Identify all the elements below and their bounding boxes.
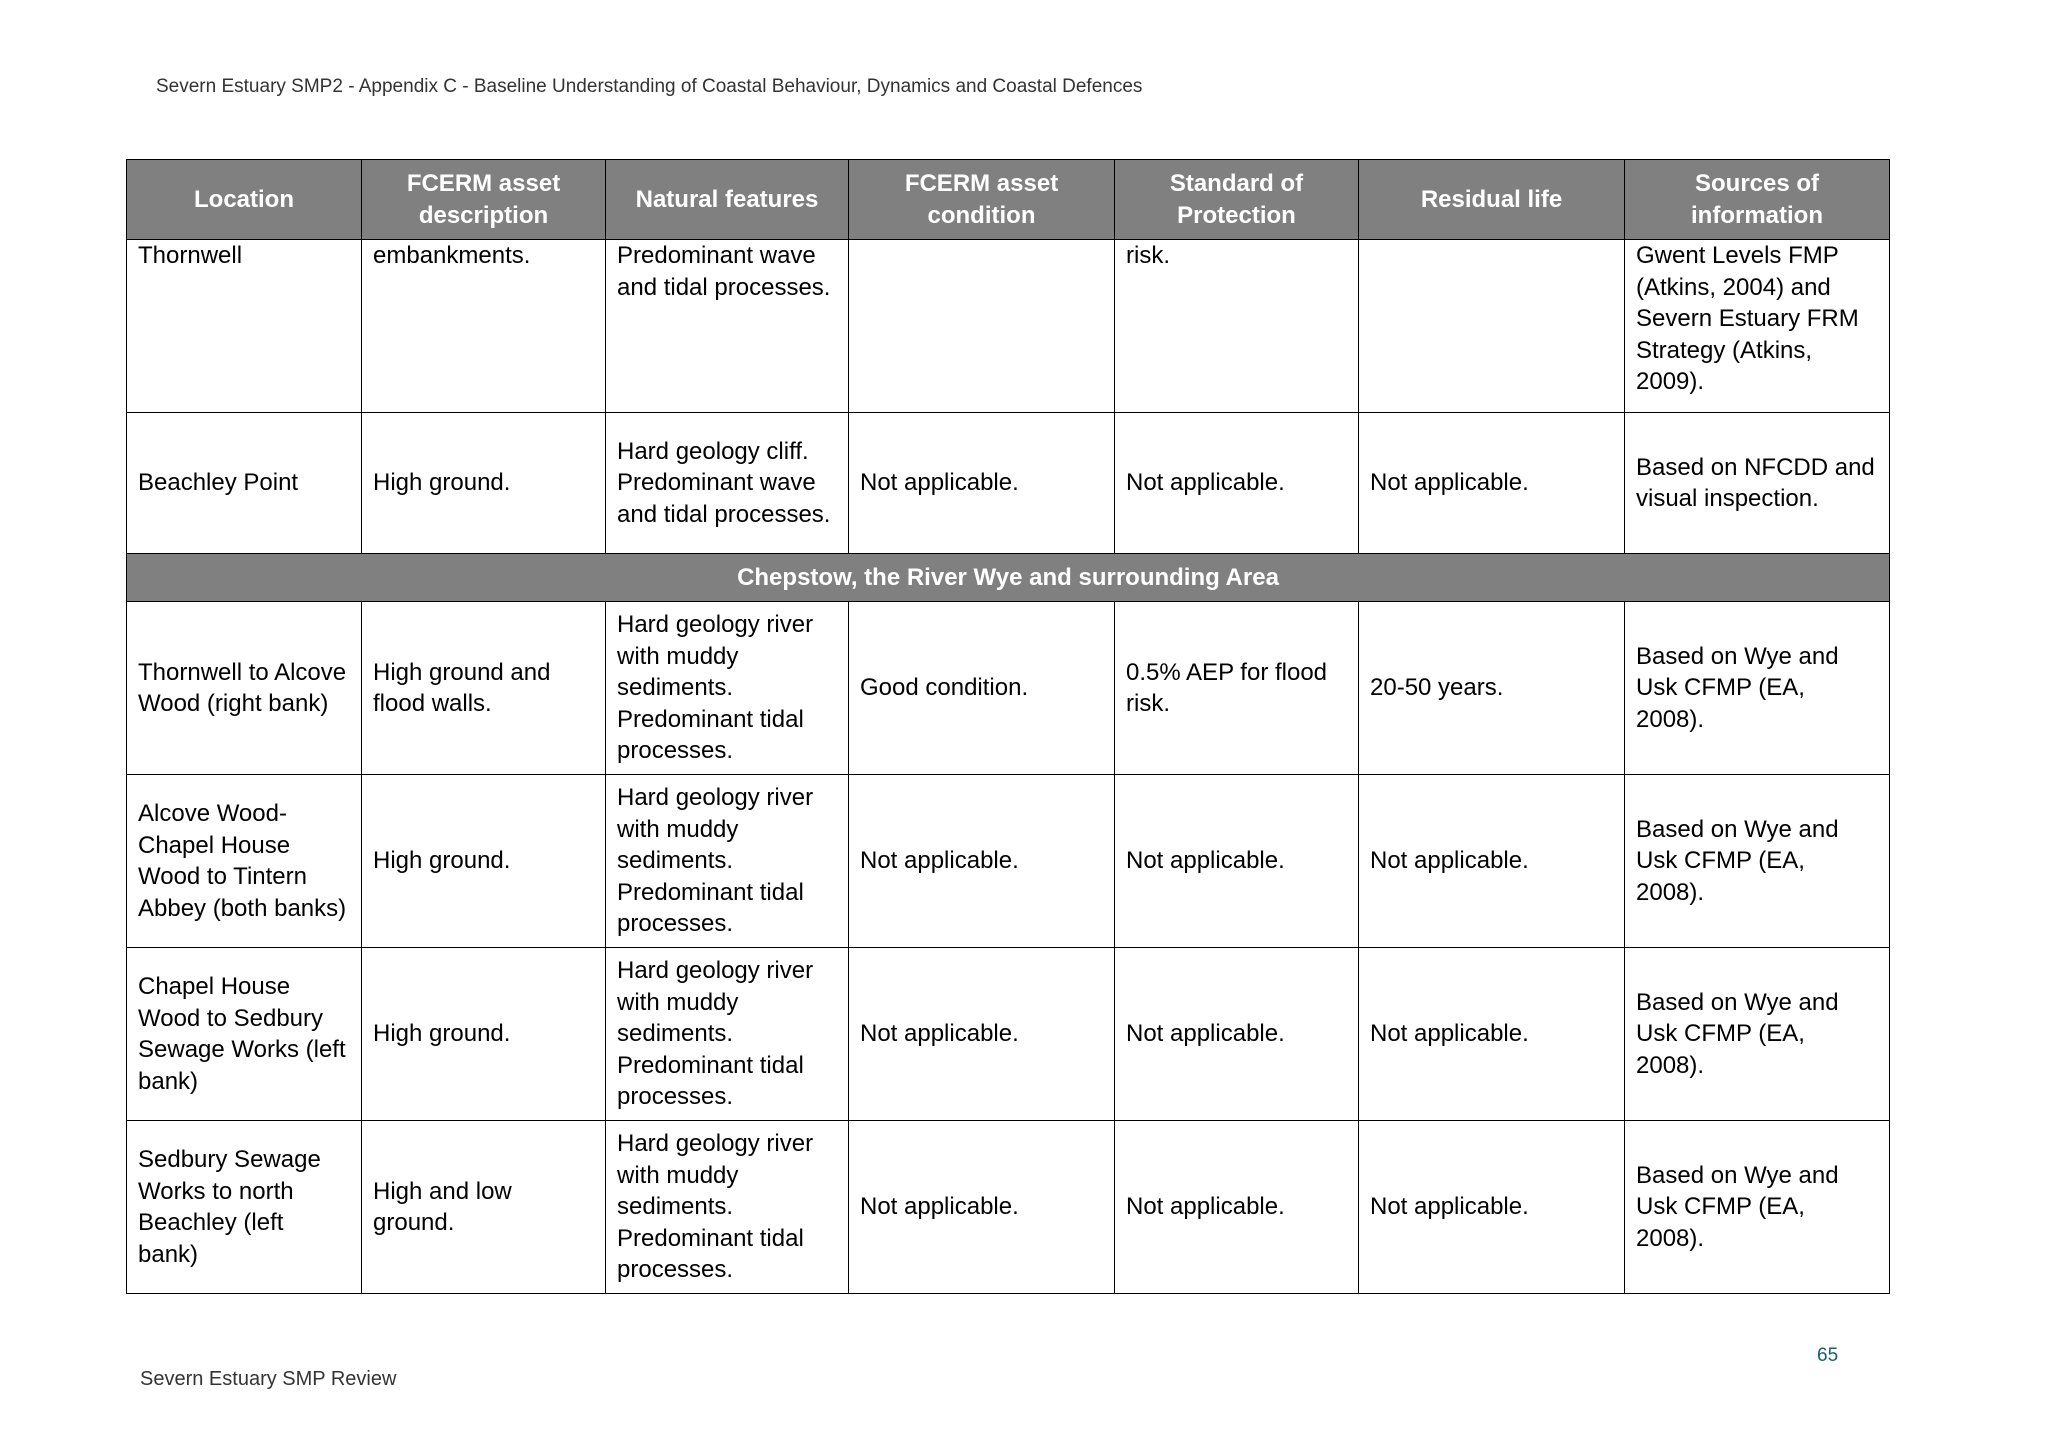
page-number: 65 — [1817, 1345, 1839, 1366]
cell-asset-condition: Not applicable. — [849, 948, 1115, 1121]
cell-residual-life: Not applicable. — [1359, 775, 1625, 948]
section-title: Chepstow, the River Wye and surrounding Area — [127, 554, 1890, 602]
cell-natural-features: Predominant wave and tidal processes. — [606, 240, 849, 413]
cell-asset-description: High ground. — [362, 948, 606, 1121]
cell-sources: Based on NFCDD and visual inspection. — [1625, 413, 1890, 554]
cell-residual-life — [1359, 240, 1625, 413]
table-row — [127, 948, 1890, 1121]
column-header-standard-of-protection: Standard of Protection — [1115, 160, 1359, 240]
cell-residual-life: 20-50 years. — [1359, 602, 1625, 775]
cell-standard-of-protection: 0.5% AEP for flood risk. — [1115, 602, 1359, 775]
cell-asset-condition: Good condition. — [849, 602, 1115, 775]
cell-sources: Based on Wye and Usk CFMP (EA, 2008). — [1625, 775, 1890, 948]
cell-location: Chapel House Wood to Sedbury Sewage Works (left bank) — [127, 948, 362, 1121]
cell-asset-description: High ground and flood walls. — [362, 602, 606, 775]
cell-residual-life: Not applicable. — [1359, 948, 1625, 1121]
column-header-sources: Sources of information — [1625, 160, 1890, 240]
cell-asset-condition: Not applicable. — [849, 775, 1115, 948]
cell-location: Thornwell — [127, 240, 362, 413]
table-row — [127, 602, 1890, 775]
table-row — [127, 1121, 1890, 1294]
cell-asset-condition: Not applicable. — [849, 413, 1115, 554]
cell-asset-description: High and low ground. — [362, 1121, 606, 1294]
section-header-row — [127, 554, 1890, 602]
column-header-natural-features: Natural features — [606, 160, 849, 240]
cell-standard-of-protection: Not applicable. — [1115, 775, 1359, 948]
table-row — [127, 240, 1890, 413]
table-row — [127, 775, 1890, 948]
table-header-row — [127, 160, 1890, 240]
column-header-location: Location — [127, 160, 362, 240]
cell-standard-of-protection: Not applicable. — [1115, 1121, 1359, 1294]
cell-sources: Gwent Levels FMP (Atkins, 2004) and Severn Estuary FRM Strategy (Atkins, 2009). — [1625, 240, 1890, 413]
cell-sources: Based on Wye and Usk CFMP (EA, 2008). — [1625, 1121, 1890, 1294]
coastal-defence-table — [126, 159, 1890, 1294]
cell-asset-condition — [849, 240, 1115, 413]
cell-asset-description: High ground. — [362, 413, 606, 554]
cell-location: Beachley Point — [127, 413, 362, 554]
cell-sources: Based on Wye and Usk CFMP (EA, 2008). — [1625, 948, 1890, 1121]
column-header-asset-description: FCERM asset description — [362, 160, 606, 240]
cell-asset-condition: Not applicable. — [849, 1121, 1115, 1294]
cell-location: Alcove Wood-Chapel House Wood to Tintern Abbey (both banks) — [127, 775, 362, 948]
cell-natural-features: Hard geology river with muddy sediments. Predominant tidal processes. — [606, 948, 849, 1121]
cell-location: Thornwell to Alcove Wood (right bank) — [127, 602, 362, 775]
cell-natural-features: Hard geology river with muddy sediments. Predominant tidal processes. — [606, 775, 849, 948]
cell-standard-of-protection: Not applicable. — [1115, 948, 1359, 1121]
cell-asset-description: embankments. — [362, 240, 606, 413]
running-header: Severn Estuary SMP2 - Appendix C - Baseline Understanding of Coastal Behaviour, Dynamics and Coastal Defences — [156, 76, 1143, 97]
cell-natural-features: Hard geology cliff. Predominant wave and tidal processes. — [606, 413, 849, 554]
cell-natural-features: Hard geology river with muddy sediments. Predominant tidal processes. — [606, 602, 849, 775]
cell-residual-life: Not applicable. — [1359, 1121, 1625, 1294]
cell-residual-life: Not applicable. — [1359, 413, 1625, 554]
column-header-residual-life: Residual life — [1359, 160, 1625, 240]
footer-text: Severn Estuary SMP Review — [140, 1368, 397, 1390]
cell-standard-of-protection: Not applicable. — [1115, 413, 1359, 554]
column-header-asset-condition: FCERM asset condition — [849, 160, 1115, 240]
cell-location: Sedbury Sewage Works to north Beachley (left bank) — [127, 1121, 362, 1294]
table-row — [127, 413, 1890, 554]
cell-asset-description: High ground. — [362, 775, 606, 948]
cell-sources: Based on Wye and Usk CFMP (EA, 2008). — [1625, 602, 1890, 775]
cell-natural-features: Hard geology river with muddy sediments. Predominant tidal processes. — [606, 1121, 849, 1294]
cell-standard-of-protection: risk. — [1115, 240, 1359, 413]
